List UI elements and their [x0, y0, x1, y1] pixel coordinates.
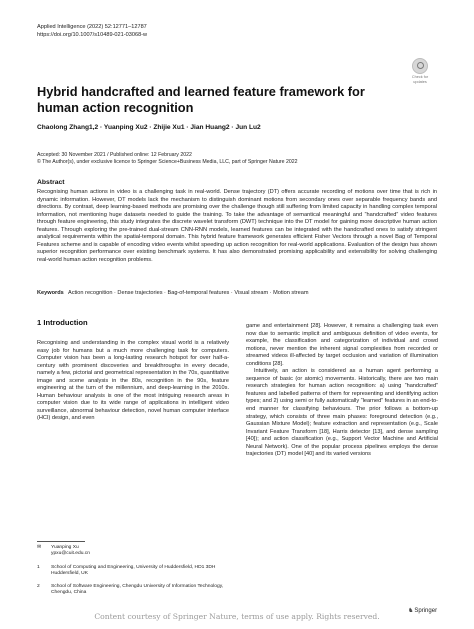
badge-line1: Check for — [411, 75, 429, 79]
affiliation-1-mark: 1 — [37, 565, 40, 570]
author-list: Chaolong Zhang1,2 · Yuanping Xu2 · Zhijie Xu1 · Jian Huang2 · Jun Lu2 — [37, 124, 261, 131]
abstract-heading: Abstract — [37, 179, 65, 186]
affiliation-2-text: School of Software Engineering, Chengdu University of Information Technology, Chengdu, China — [51, 584, 224, 596]
affiliation-2 — [37, 584, 229, 597]
affiliation-1 — [37, 565, 229, 578]
springer-horse-icon: ♞ — [408, 608, 414, 614]
update-icon — [412, 58, 428, 74]
badge-line2: updates — [413, 80, 427, 85]
keywords-label: Keywords — [37, 290, 64, 296]
corresponding-author-name: Yuanping Xu — [51, 545, 79, 550]
corresponding-author-email[interactable]: ypxu@cuit.edu.cn — [51, 551, 90, 557]
keywords-text: Action recognition · Dense trajectories · Bag-of-temporal features · Visual stream · Motion stream — [67, 290, 309, 296]
accepted-date: Accepted: 30 November 2021 / Published online: 12 February 2022 — [37, 152, 192, 158]
abstract-text: Recognising human actions in video is a challenging task in real-world. Dense trajectory (DT) offers accurate recording of motions over time that is rich in dynamic information. However, DT models lack the mechanism to distinguish dominant motions from secondary ones over separable frequency bands and directions. By contrast, deep learning-based methods are promising over the challenge though still suffering from limited capacity in handling complex temporal information, not mentioning huge datasets needed to guide the training. To take the advantage of semantical meaningful and “handcrafted” video features through feature engineering, this study integrates the discrete wavelet transform (DWT) technique into the DT model for gaining more descriptive human action features. Through exploring the pre-trained dual-stream CNN-RNN models, learned features can be integrated with the handcrafted ones to satisfy stringent analytical requirements within the spatial-temporal domain. This hybrid feature framework generates efficient Fisher Vectors through a novel Bag of Temporal Features scheme and is capable of encoding video events whilst speeding up action recognition for real-world applications. Evaluation of the design has shown superior recognition performance over existing benchmark systems. It has also demonstrated promising applicability and extensibility for solving challenging real-world human action recognition problems. — [37, 189, 437, 263]
check-for-updates-badge[interactable] — [405, 58, 435, 84]
springer-logo-text: Springer — [414, 608, 438, 614]
section-heading-introduction: 1 Introduction — [37, 318, 88, 327]
intro-column-right — [246, 323, 438, 459]
affiliation-2-mark: 2 — [37, 584, 40, 589]
courtesy-footer: Content courtesy of Springer Nature, terms of use apply. Rights reserved. — [94, 612, 380, 621]
intro-column-left: Recognising and understanding in the complex visual world is a relatively easy job for humans but a much more challenging task for computers. Computer vision has been a long-lasting research hotspot for over half-a-century with prominent discoveries and breakthroughs in every decade, namely a few, pictorial and geometrical representation in the 70s, quantitative image and scene analysis in the 80s, recognition in the 90s, feature engineering at the turn of the millennium, and deep-learning in the 2010s. Human behaviour analysis is one of the most intriguing research areas in computer vision due to its wide range of applications in intelligent video surveillance, abnormal behaviour detection, novel human computer interface (HCI) design, and even — [37, 340, 229, 422]
publication-dates — [37, 152, 298, 167]
keywords-line — [37, 290, 437, 296]
corresponding-author-footnote — [37, 545, 90, 558]
affiliation-1-text: School of Computing and Engineering, University of Huddersfield, HD1 3DH Huddersfield, UK — [51, 565, 216, 577]
journal-citation: Applied Intelligence (2022) 52:12771–12787 — [37, 24, 147, 30]
paper-title: Hybrid handcrafted and learned feature framework for human action recognition — [37, 84, 365, 115]
intro-paragraph-1: game and entertainment [28]. However, it remains a challenging task even now due to semantic implicit and ambiguous definition of video events, for example, the classification and categorization of individual and crowd motions, never mention the inherent signal complexities from recorded or streamed videos ill-affected by target occlusion and variation of illumination conditions [28]. — [246, 323, 438, 367]
footnote-divider — [37, 541, 85, 542]
envelope-icon: ✉ — [37, 545, 42, 550]
copyright-line: © The Author(s), under exclusive licence to Springer Science+Business Media, LLC, part of Springer Nature 2022 — [37, 159, 298, 166]
journal-header — [37, 24, 147, 39]
intro-paragraph-2: Intuitively, an action is considered as a human agent performing a sequence of basic (or atomic) movements. Historically, there are two main research strategies for human action recognition: a) using “handcrafted” features and labelled patterns of them for representing and identifying action types; and 2) using semi or fully automatically “learned” features in an end-to-end manner for classifying behaviours. The prior follows a bottom-up strategy, which consists of three main phases: foreground detection (e.g., Gaussian Mixture Model); feature extraction and representation (e.g., Scale Invariant Feature Transform [18], Harris detector [13], and dense sampling [40]); and action classification (e.g., Support Vector Machine and Artificial Neural Network). One of the popular process pipelines employs the dense trajectories (DT) model [40] and its varied versions — [246, 368, 438, 458]
doi-link[interactable]: https://doi.org/10.1007/s10489-021-03068-w — [37, 31, 148, 38]
